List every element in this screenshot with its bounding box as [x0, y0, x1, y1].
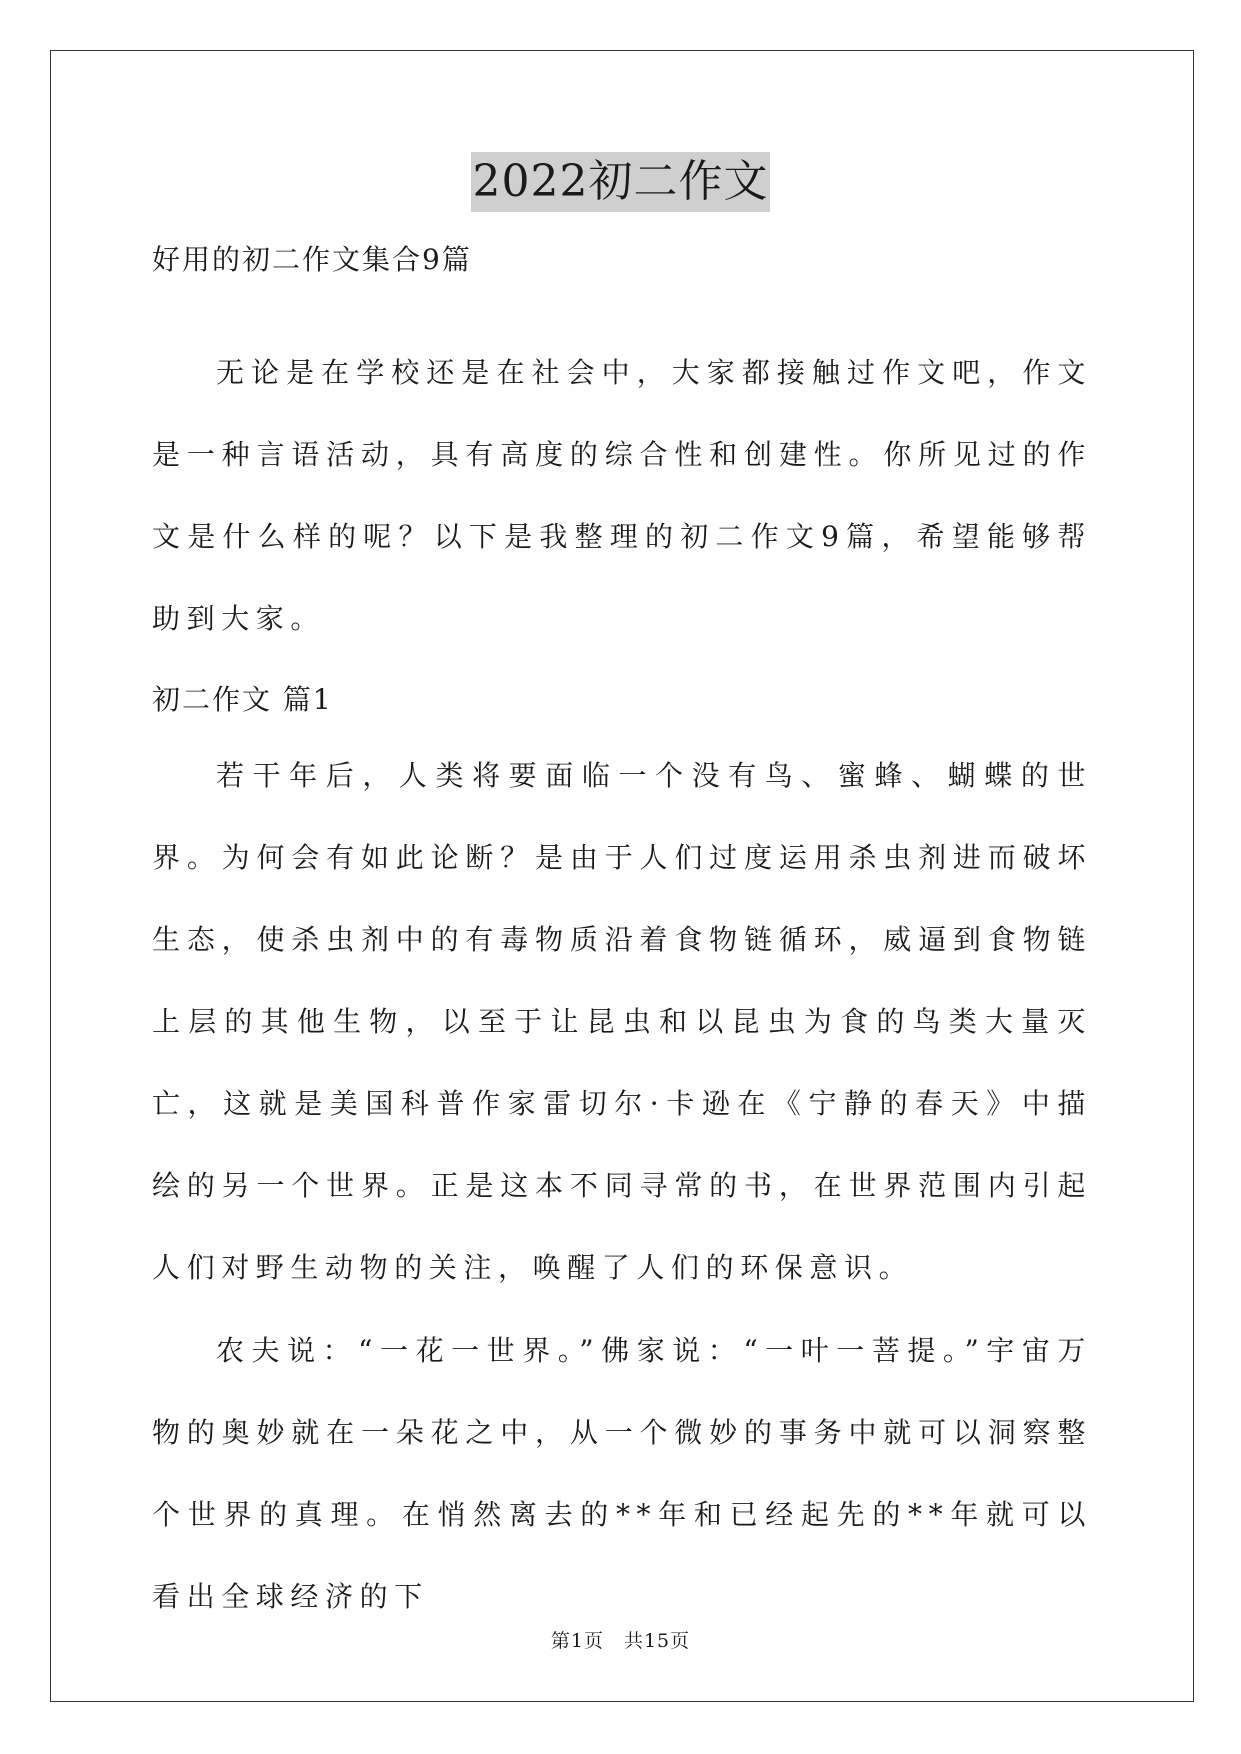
- title-wrap: [0, 152, 1241, 212]
- page-footer: 第1页 共15页: [550, 1630, 691, 1652]
- document-subtitle: 好用的初二作文集合9篇: [152, 243, 472, 276]
- intro-paragraph: 无论是在学校还是在社会中，大家都接触过作文吧，作文是一种言语活动，具有高度的综合性和创建性。你所见过的作文是什么样的呢？以下是我整理的初二作文9篇，希望能够帮助到大家。: [152, 356, 1092, 635]
- section-heading: 初二作文 篇1: [152, 683, 333, 716]
- body-paragraph-1: 若干年后，人类将要面临一个没有鸟、蜜蜂、蝴蝶的世界。为何会有如此论断？是由于人们过度运用杀虫剂进而破坏生态，使杀虫剂中的有毒物质沿着食物链循环，威逼到食物链上层的其他生物，以至于让昆虫和以昆虫为食的鸟类大量灭亡，这就是美国科普作家雷切尔·卡逊在《宁静的春天》中描绘的另一个世界。正是这本不同寻常的书，在世界范围内引起人们对野生动物的关注，唤醒了人们的环保意识。: [152, 759, 1092, 1284]
- document-title: 2022初二作文: [471, 152, 771, 212]
- body-paragraph-2: 农夫说：“一花一世界。”佛家说：“一叶一菩提。”宇宙万物的奥妙就在一朵花之中，从一个微妙的事务中就可以洞察整个世界的真理。在悄然离去的**年和已经起先的**年就可以看出全球经济的下: [152, 1334, 1092, 1613]
